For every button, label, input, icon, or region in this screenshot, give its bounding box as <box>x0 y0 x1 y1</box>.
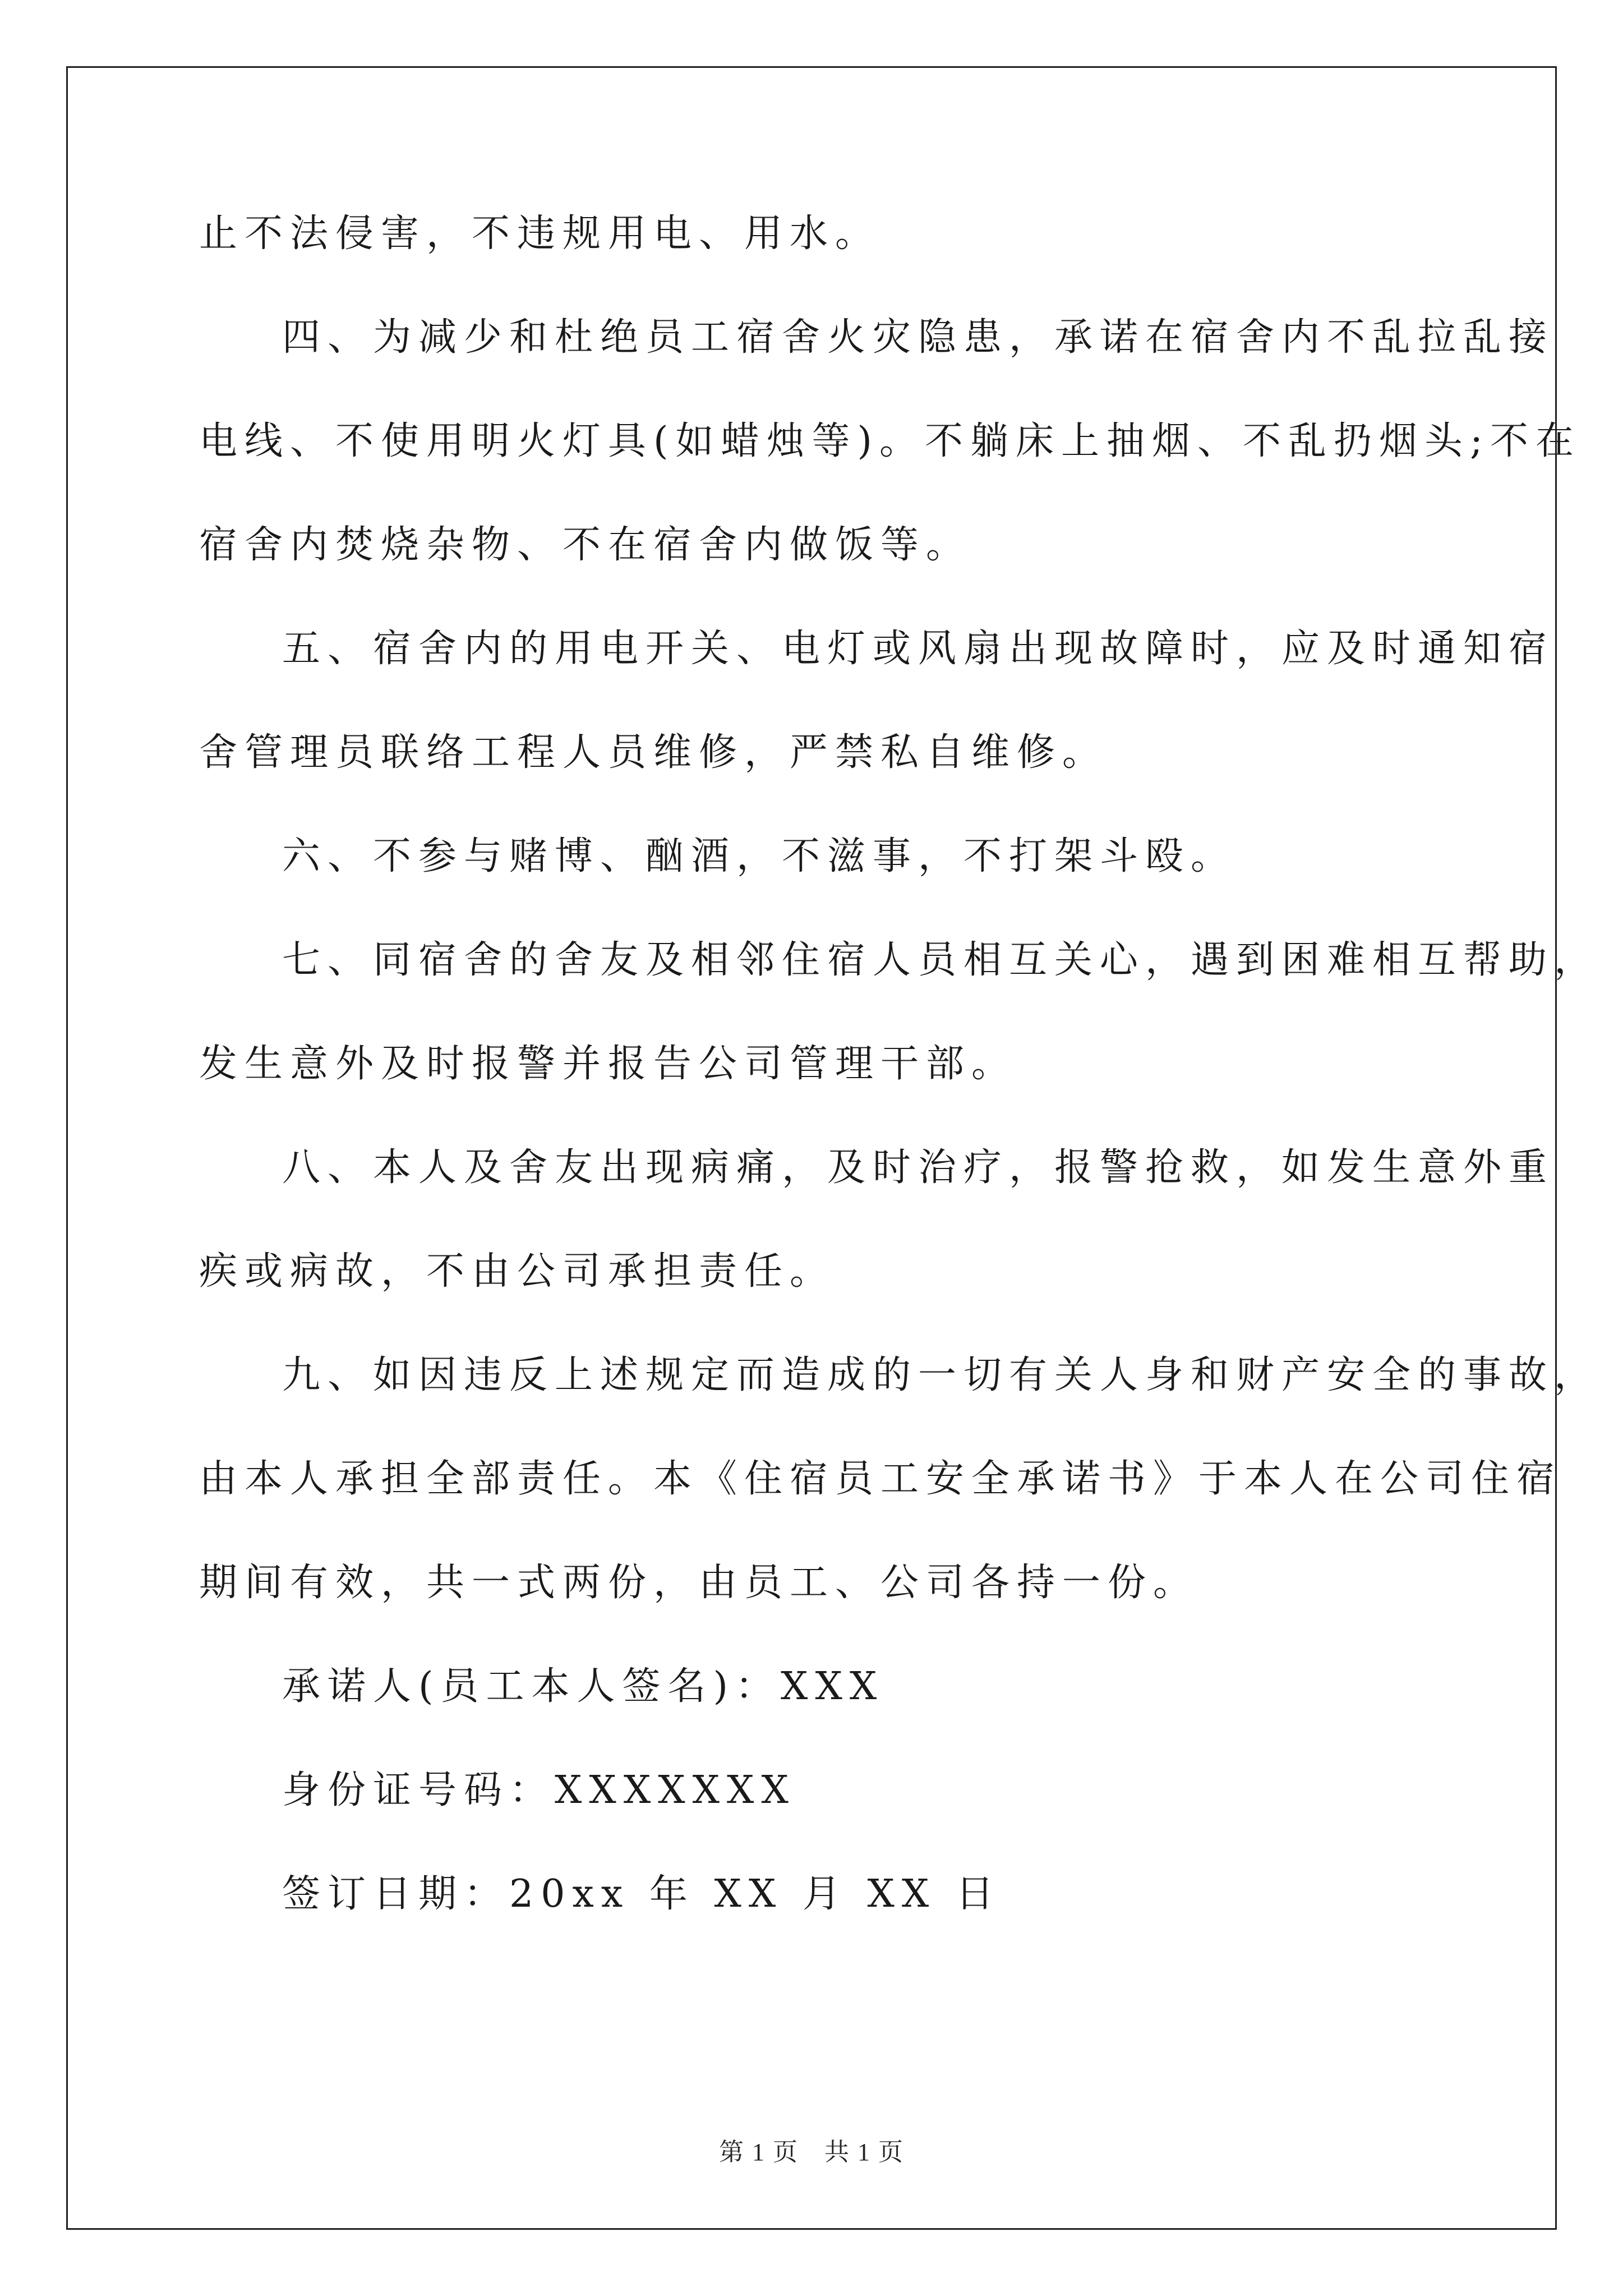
clause-five-line-2: 舍管理员联络工程人员维修，严禁私自维修。 <box>199 730 1108 775</box>
clause-eight-line-2: 疾或病故，不由公司承担责任。 <box>199 1249 836 1294</box>
clause-nine-line-3: 期间有效，共一式两份，由员工、公司各持一份。 <box>199 1561 1199 1605</box>
clause-seven-line-2: 发生意外及时报警并报告公司管理干部。 <box>199 1042 1017 1086</box>
clause-four-line-1: 四、为减少和杜绝员工宿舍火灾隐患，承诺在宿舍内不乱拉乱接 <box>282 315 1555 360</box>
clause-five-line-1: 五、宿舍内的用电开关、电灯或风扇出现故障时，应及时通知宿 <box>282 627 1555 671</box>
paragraph-continuation-line: 止不法侵害，不违规用电、用水。 <box>199 211 881 256</box>
clause-seven-line-1: 七、同宿舍的舍友及相邻住宿人员相互关心，遇到困难相互帮助， <box>282 938 1600 982</box>
clause-six-line-1: 六、不参与赌博、酗酒，不滋事，不打架斗殴。 <box>282 834 1237 878</box>
clause-eight-line-1: 八、本人及舍友出现病痛，及时治疗，报警抢救，如发生意外重 <box>282 1145 1555 1190</box>
clause-four-line-3: 宿舍内焚烧杂物、不在宿舍内做饭等。 <box>199 523 972 567</box>
page-number-footer: 第 1 页 共 1 页 <box>719 2138 904 2166</box>
clause-nine-line-2: 由本人承担全部责任。本《住宿员工安全承诺书》于本人在公司住宿 <box>199 1457 1562 1501</box>
promisor-signature: 承诺人(员工本人签名)：XXX <box>282 1664 884 1709</box>
id-number: 身份证号码：XXXXXXX <box>282 1768 796 1812</box>
signing-date: 签订日期：20xx 年 XX 月 XX 日 <box>282 1872 1001 1916</box>
clause-nine-line-1: 九、如因违反上述规定而造成的一切有关人身和财产安全的事故， <box>282 1353 1600 1397</box>
clause-four-line-2: 电线、不使用明火灯具(如蜡烛等)。不躺床上抽烟、不乱扔烟头;不在 <box>199 419 1581 463</box>
